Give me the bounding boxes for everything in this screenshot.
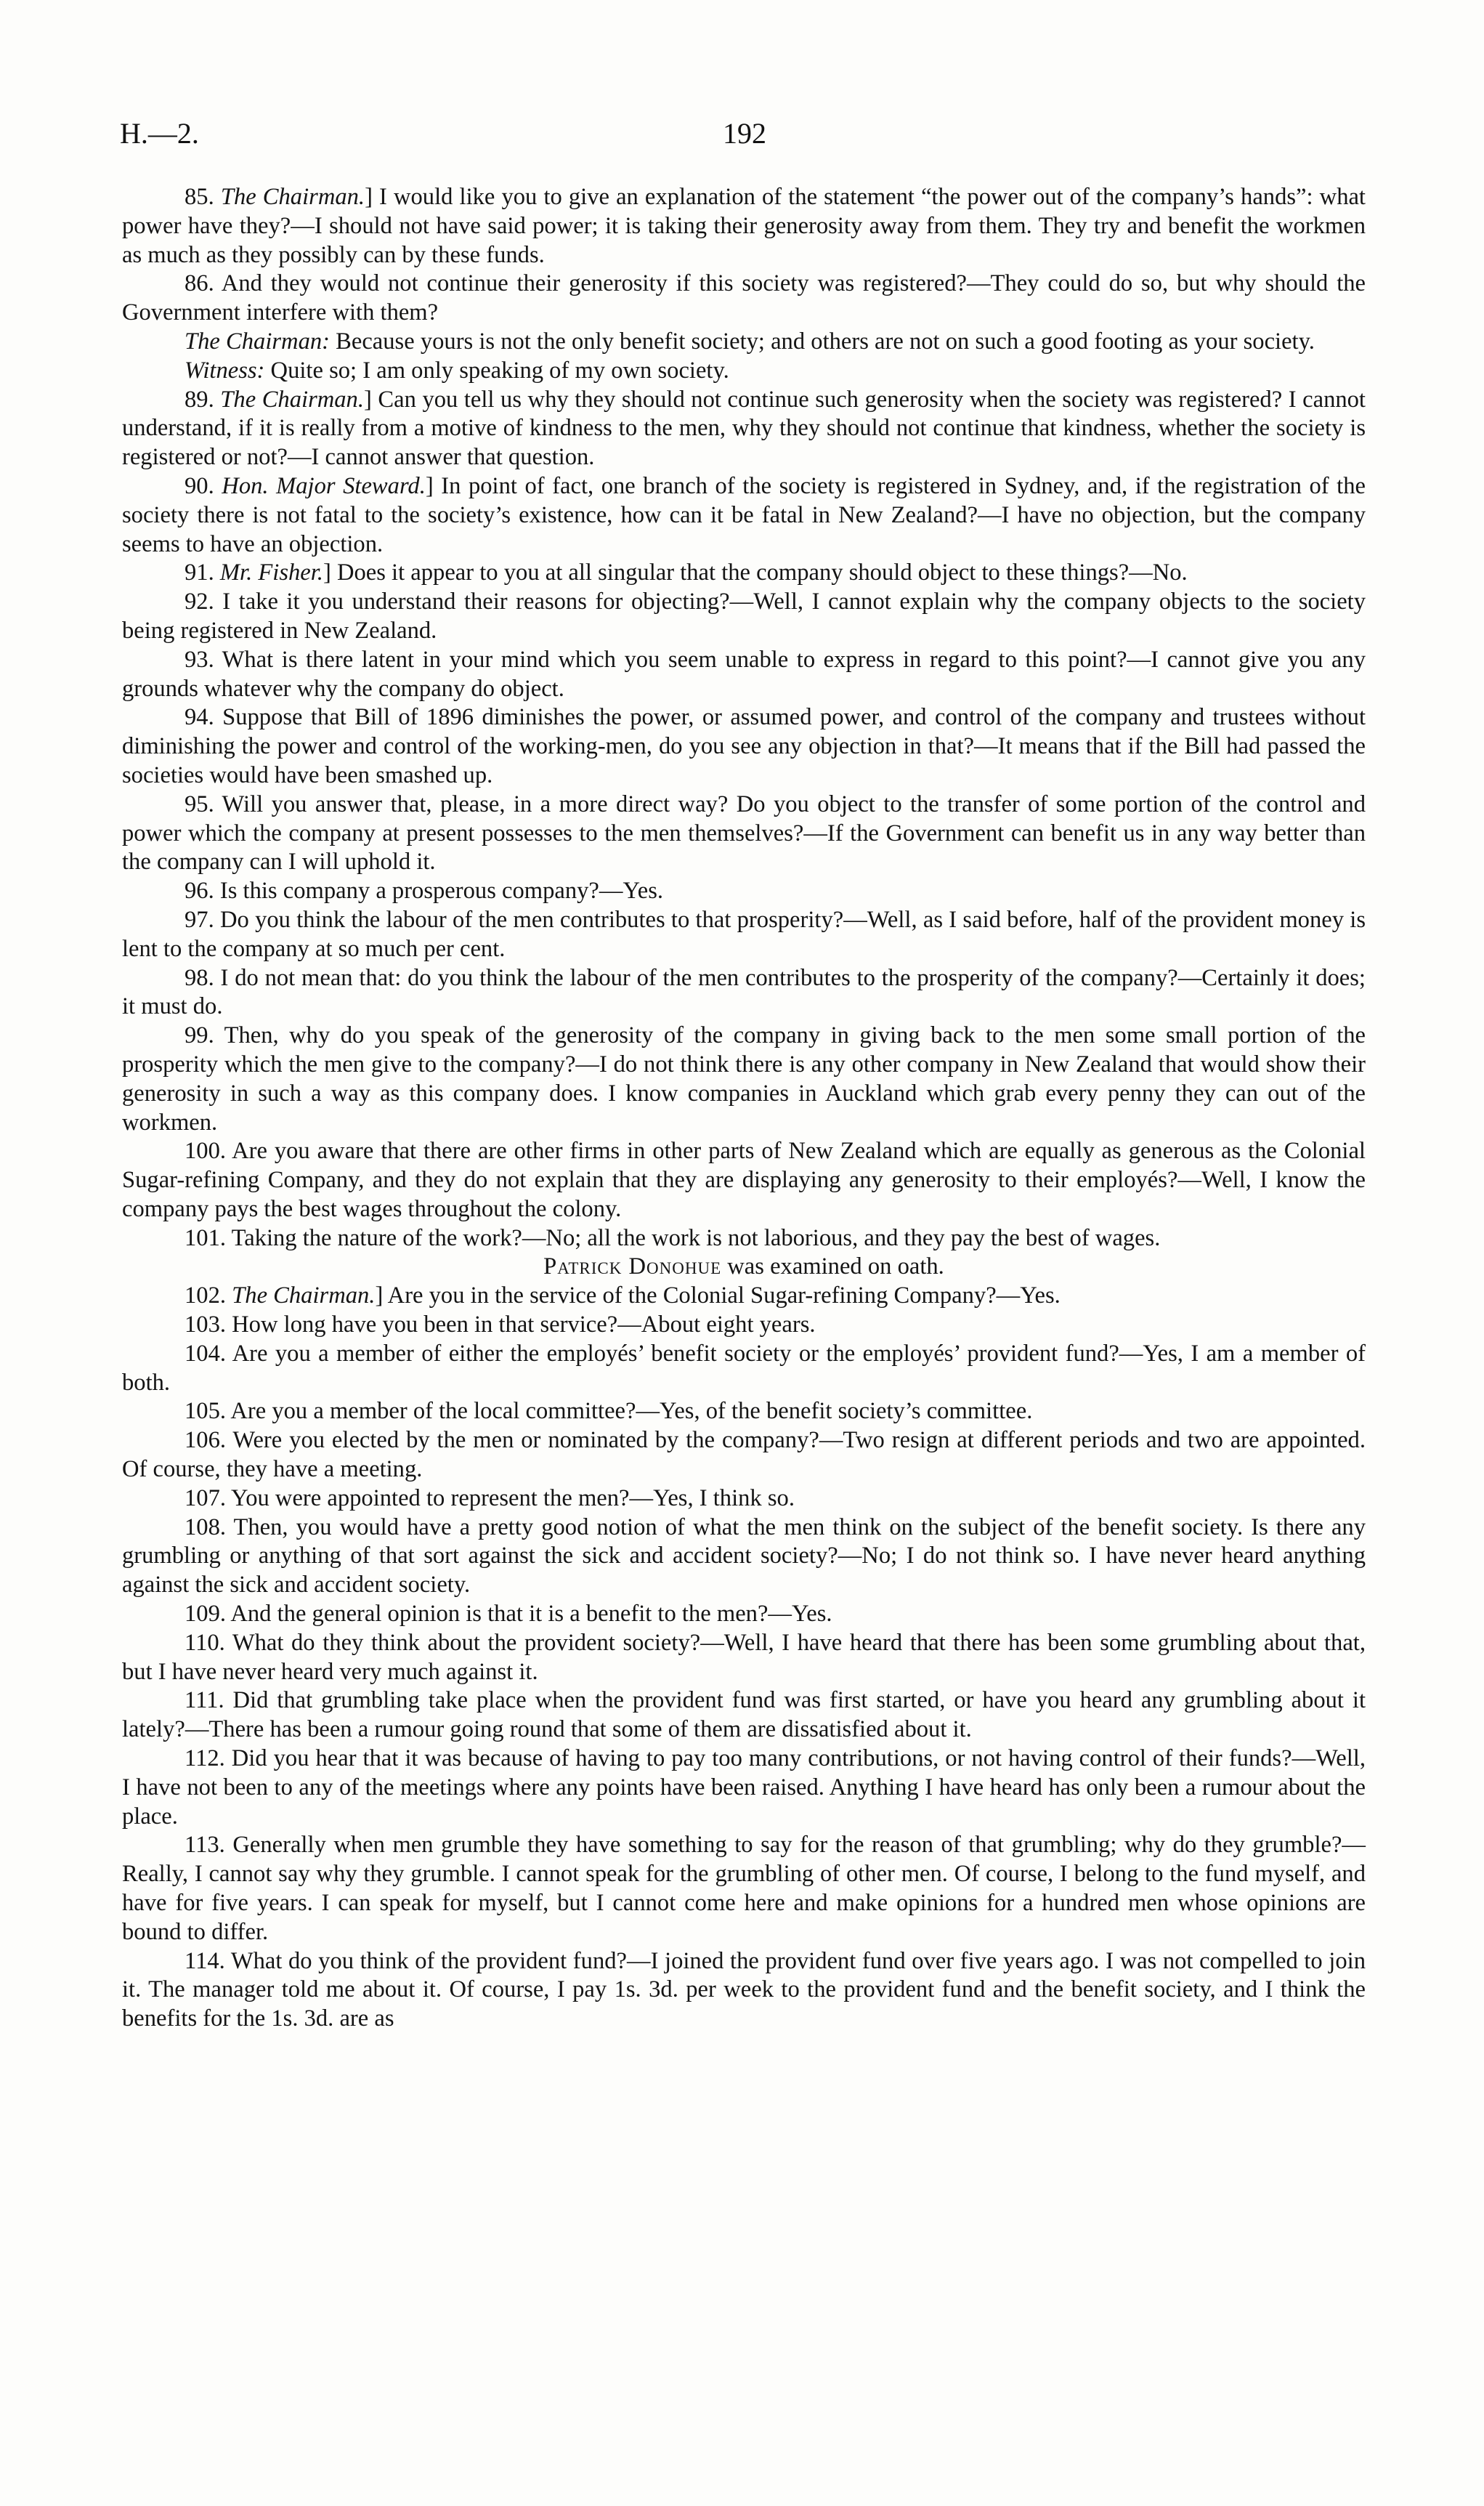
paragraph-text: 108. Then, you would have a pretty good notion of what the men think on the subject of the benefit society. Is there any grumbling or anything of that sort against the sick and accident society?—No; I do not think so. I have never heard anything against the sick and accident society. [122, 1513, 1366, 1598]
paragraph-text: 94. Suppose that Bill of 1896 diminishes the power, or assumed power, and control of the company and trustees without diminishing the power and control of the working-men, do you see any objection in that?—It means that if the Bill had passed the societies would have been smashed up. [122, 704, 1366, 788]
paragraph-text: 104. Are you a member of either the employés’ benefit society or the employés’ provident fund?—Yes, I am a member of both. [122, 1340, 1366, 1396]
speaker-name: Witness: [185, 357, 265, 384]
paragraph-text: 96. Is this company a prosperous company?—Yes. [185, 878, 664, 905]
speaker-name: Hon. Major Steward. [222, 472, 426, 499]
witness-heading [122, 1253, 1366, 1282]
paragraph-text: 98. I do not mean that: do you think the labour of the men contributes to the prosperity of the company?—Certainly it does; it must do. [122, 964, 1366, 1020]
question-number: 102. [185, 1282, 232, 1309]
paragraph-text: 92. I take it you understand their reasons for objecting?—Well, I cannot explain why the company objects to the society being registered in New Zealand. [122, 589, 1366, 644]
question-number: 89. [185, 386, 221, 413]
paragraph-text: 112. Did you hear that it was because of having to pay too many contributions, or not having control of their funds?—Well, I have not been to any of the meetings where any points have been raised. Anything I have heard has only been a rumour about the place. [122, 1745, 1366, 1830]
speaker-name: The Chairman. [220, 184, 365, 210]
evidence-paragraph [122, 906, 1366, 964]
report-reference: H.—2. [120, 117, 199, 150]
paragraph-text: ] Does it appear to you at all singular that the company should object to these things?—No. [323, 559, 1188, 586]
evidence-paragraph [122, 559, 1366, 588]
question-number: 85. [185, 184, 221, 210]
evidence-paragraph [122, 703, 1366, 790]
evidence-paragraph [122, 1513, 1366, 1600]
question-number: 90. [185, 472, 222, 499]
paragraph-text: ] In point of fact, one branch of the society is registered in Sydney, and, if the registration of the society there is not fatal to the society’s existence, how can it be fatal in New Zealand?—I have no objection, but the company seems to have an objection. [122, 472, 1366, 557]
paragraph-text: 106. Were you elected by the men or nominated by the company?—Two resign at different periods and two are appointed. Of course, they have a meeting. [122, 1427, 1366, 1483]
evidence-paragraph [122, 1947, 1366, 2034]
evidence-block-2 [122, 1282, 1366, 2034]
paragraph-text: ] Are you in the service of the Colonial Sugar-refining Company?—Yes. [375, 1282, 1061, 1309]
evidence-paragraph [122, 472, 1366, 559]
paragraph-text: 109. And the general opinion is that it is a benefit to the men?—Yes. [185, 1601, 832, 1628]
paragraph-text: 113. Generally when men grumble they have something to say for the reason of that grumbling; why do they grumble?—Really, I cannot say why they grumble. I cannot speak for the grumbling of other men. Of course, I belong to the fund myself, and have for five years. I can speak for myself, but I cannot come here and make opinions for a hundred men whose opinions are bound to differ. [122, 1832, 1366, 1945]
evidence-paragraph [122, 588, 1366, 646]
evidence-paragraph [122, 1686, 1366, 1745]
paragraph-text: 107. You were appointed to represent the men?—Yes, I think so. [185, 1484, 795, 1511]
paragraph-text: 101. Taking the nature of the work?—No; all the work is not laborious, and they pay the best of wages. [185, 1224, 1161, 1251]
evidence-paragraph [122, 1600, 1366, 1629]
paragraph-text: 99. Then, why do you speak of the generosity of the company in giving back to the men some small portion of the prosperity which the men give to the company?—I do not think there is any other company in New Zealand that would show their generosity in such a way as this company does. I know companies in Auckland which grab every penny they can out of the workmen. [122, 1022, 1366, 1136]
evidence-paragraph [122, 357, 1366, 386]
paragraph-text: 86. And they would not continue their generosity if this society was registered?—They could do so, but why should the Government interfere with them? [122, 270, 1366, 326]
evidence-paragraph [122, 964, 1366, 1022]
paragraph-text: ] I would like you to give an explanation of the statement “the power out of the company’s hands”: what power have they?—I should not have said power; it is taking their generosity away from them. They try and benefit the workmen as much as they possibly can by these funds. [122, 184, 1366, 268]
paragraph-text: 105. Are you a member of the local committee?—Yes, of the benefit society’s committee. [185, 1398, 1033, 1425]
paragraph-text: 110. What do they think about the provident society?—Well, I have heard that there has been some grumbling about that, but I have never heard very much against it. [122, 1629, 1366, 1685]
speaker-name: The Chairman. [220, 386, 364, 413]
speaker-name: Mr. Fisher. [219, 559, 323, 586]
evidence-paragraph [122, 1282, 1366, 1311]
evidence-paragraph [122, 386, 1366, 472]
paragraph-text: 93. What is there latent in your mind which you seem unable to express in regard to this point?—I cannot give you any grounds whatever why the company do object. [122, 646, 1366, 702]
witness-heading-text: was examined on oath. [721, 1253, 944, 1280]
evidence-paragraph [122, 877, 1366, 906]
evidence-paragraph [122, 1137, 1366, 1224]
paragraph-text: 111. Did that grumbling take place when the provident fund was first started, or have you heard any grumbling about it lately?—There has been a rumour going round that some of them are dissatisfied about it. [122, 1687, 1366, 1743]
evidence-paragraph [122, 1831, 1366, 1947]
evidence-paragraph [122, 1484, 1366, 1513]
paragraph-text: ] Can you tell us why they should not continue such generosity when the society was registered? I cannot understand, if it is really from a motive of kindness to the men, why they should not continue that kindness, whether the society is registered or not?—I cannot answer that question. [122, 386, 1366, 471]
question-number: 91. [185, 559, 220, 586]
evidence-paragraph [122, 270, 1366, 328]
evidence-block-1 [122, 183, 1366, 1253]
page-header [120, 116, 1369, 153]
document-body [122, 183, 1366, 2034]
evidence-paragraph [122, 183, 1366, 270]
evidence-paragraph [122, 328, 1366, 357]
paragraph-text: 100. Are you aware that there are other firms in other parts of New Zealand which are equally as generous as the Colonial Sugar-refining Company, and they do not explain that they are displaying any generosity to their employés?—Well, I know the company pays the best wages throughout the colony. [122, 1138, 1366, 1222]
paragraph-text: 97. Do you think the labour of the men contributes to that prosperity?—Well, as I said before, half of the provident money is lent to the company at so much per cent. [122, 906, 1366, 962]
speaker-name: The Chairman. [232, 1282, 376, 1309]
evidence-paragraph [122, 791, 1366, 877]
evidence-paragraph [122, 1311, 1366, 1340]
evidence-paragraph [122, 1224, 1366, 1253]
witness-name: Patrick Donohue [543, 1253, 722, 1280]
evidence-paragraph [122, 1426, 1366, 1484]
evidence-paragraph [122, 1629, 1366, 1687]
paragraph-text: 114. What do you think of the provident fund?—I joined the provident fund over five years ago. I was not compelled to join it. The manager told me about it. Of course, I pay 1s. 3d. per week to the provident fund and the benefit society, and I think the benefits for the 1s. 3d. are as [122, 1947, 1366, 2032]
paragraph-text: Quite so; I am only speaking of my own society. [264, 357, 729, 384]
evidence-paragraph [122, 1745, 1366, 1831]
evidence-paragraph [122, 1397, 1366, 1426]
page-number: 192 [723, 117, 766, 150]
evidence-paragraph [122, 1022, 1366, 1137]
paragraph-text: 95. Will you answer that, please, in a more direct way? Do you object to the transfer of some portion of the control and power which the company at present possesses to the men themselves?—If the Government can benefit us in any way better than the company can I will uphold it. [122, 791, 1366, 876]
speaker-name: The Chairman: [185, 328, 331, 355]
evidence-paragraph [122, 1340, 1366, 1398]
paragraph-text: 103. How long have you been in that service?—About eight years. [185, 1311, 816, 1338]
evidence-paragraph [122, 646, 1366, 704]
paragraph-text: Because yours is not the only benefit society; and others are not on such a good footing as your society. [330, 328, 1315, 355]
